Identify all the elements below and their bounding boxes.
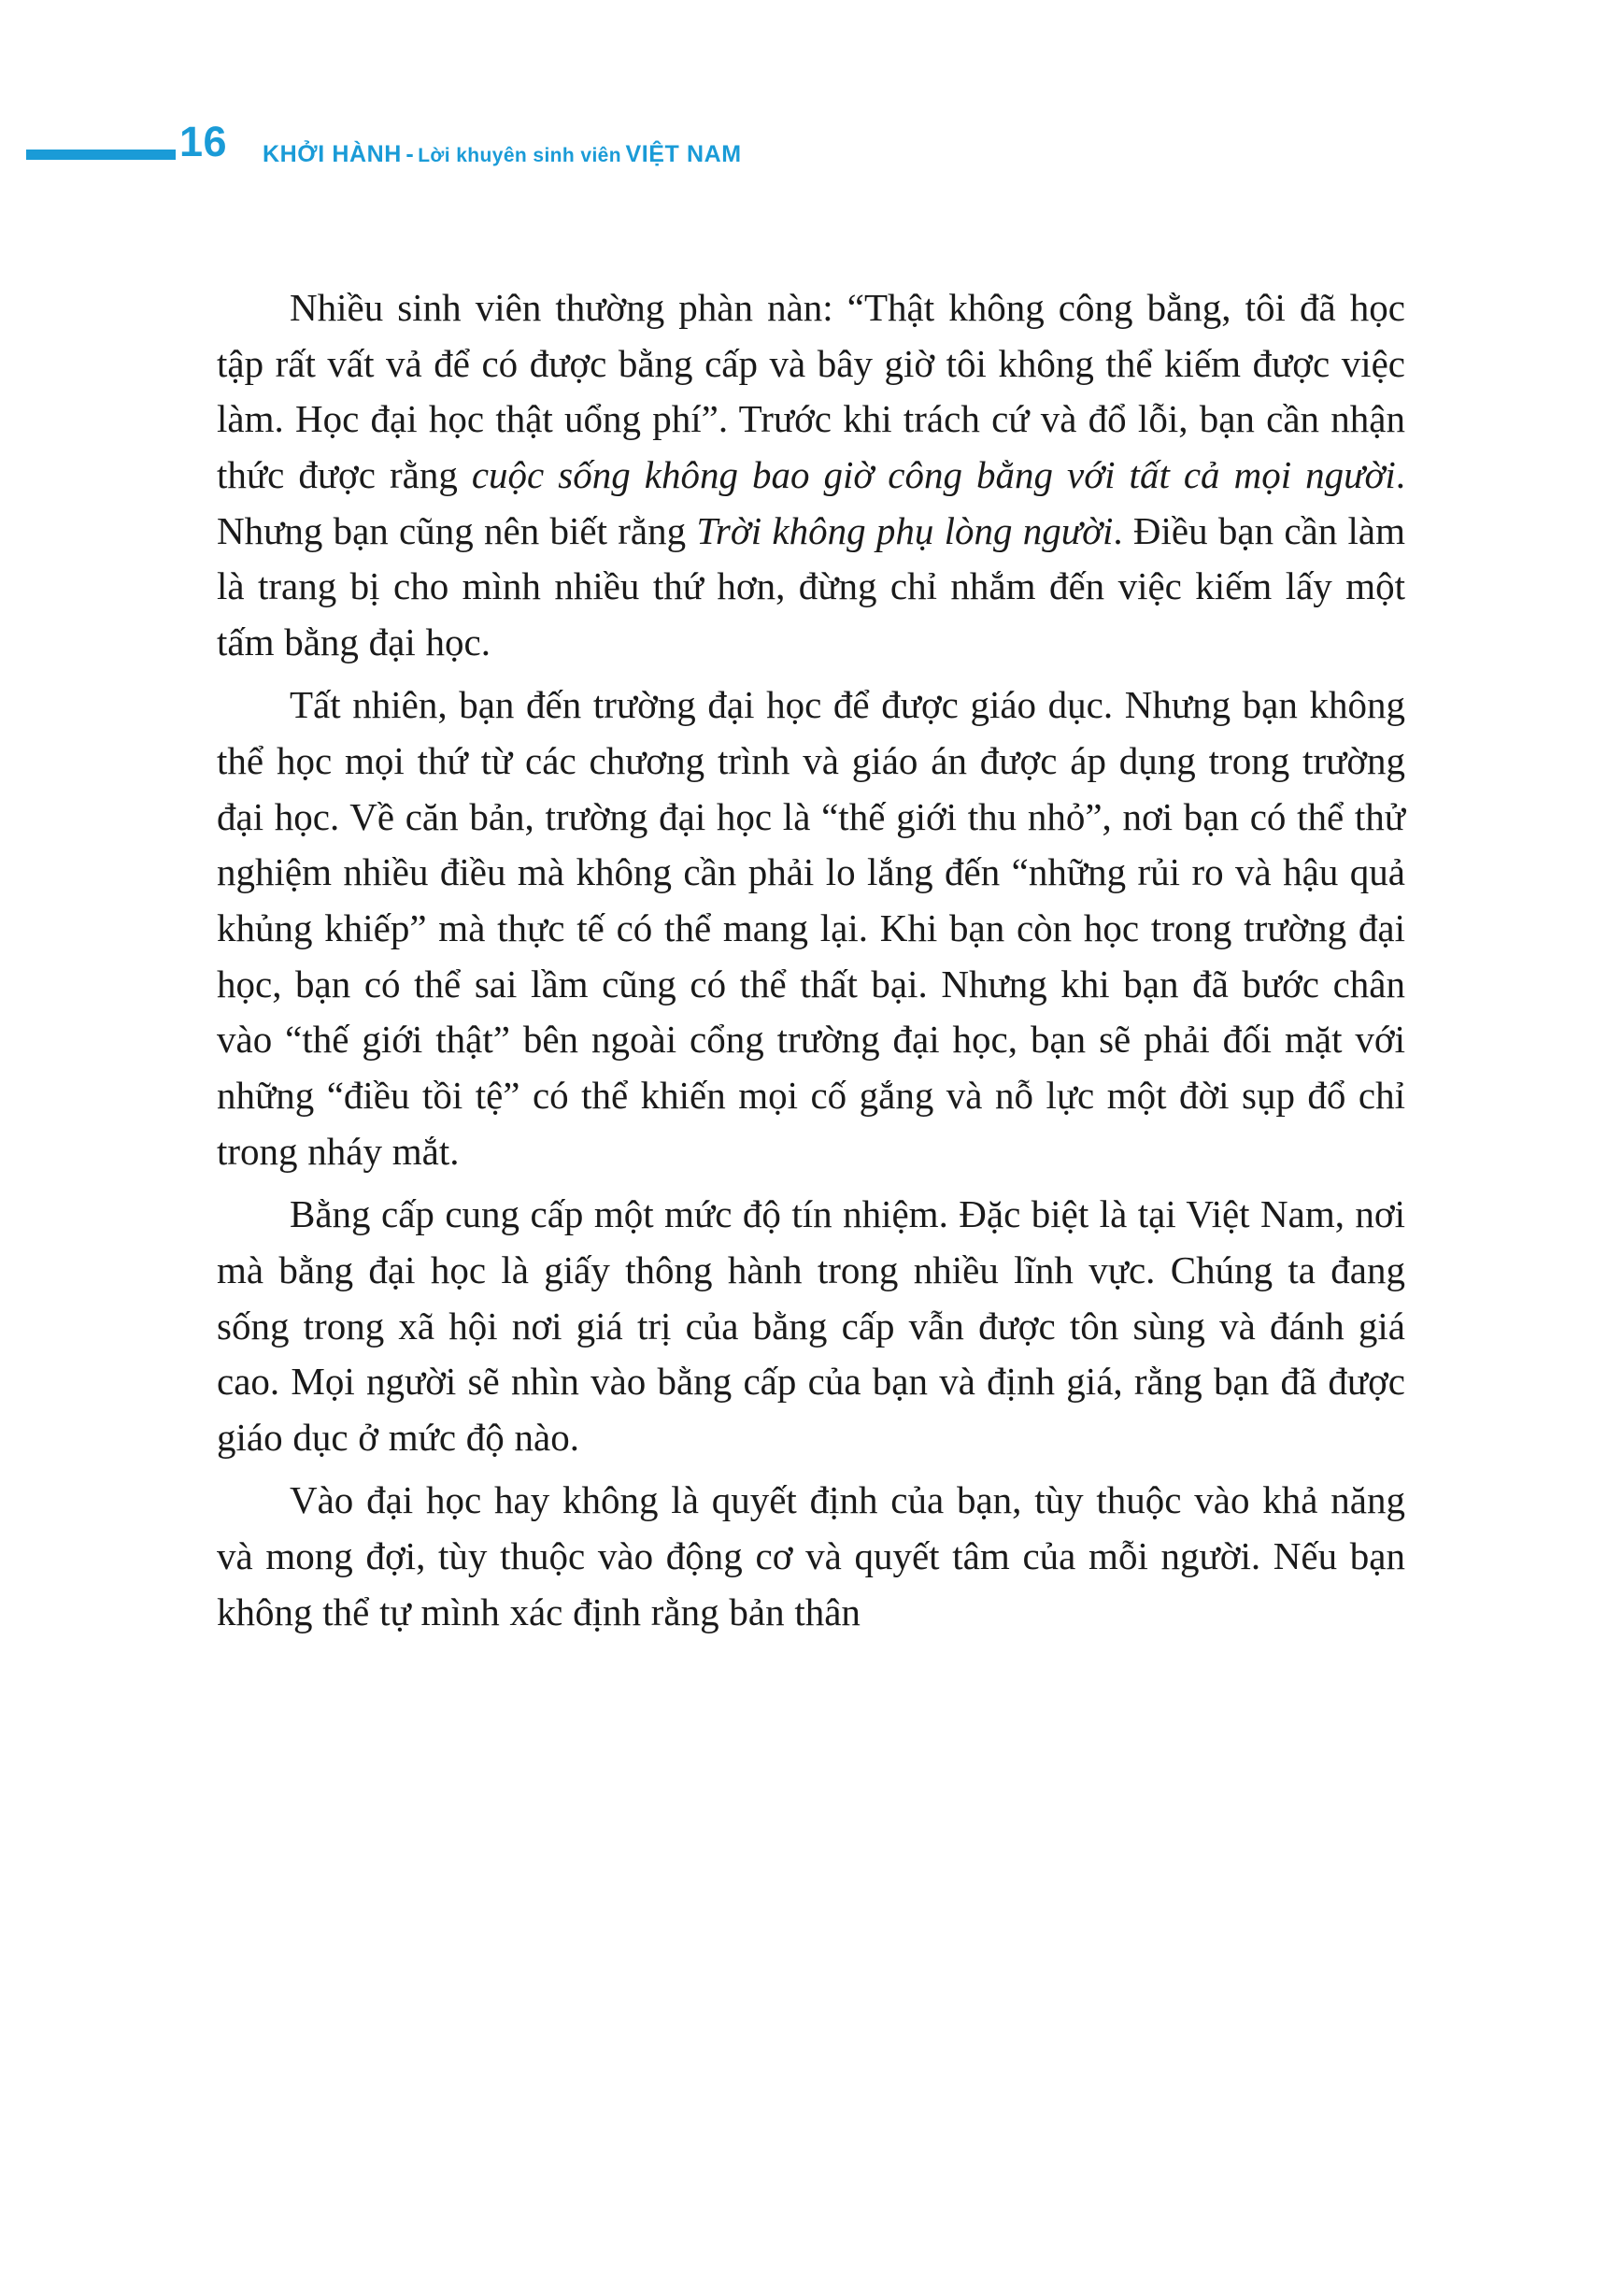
paragraph: Nhiều sinh viên thường phàn nàn: “Thật không công bằng, tôi đã học tập rất vất vả để có được bằng cấp và bây giờ tôi không thể kiếm được việc làm. Học đại học thật uổng phí”. Trước khi trách cứ và đổ lỗi, bạn cần nhận thức được rằng cuộc sống không bao giờ công bằng với tất cả mọi người. Nhưng bạn cũng nên biết rằng Trời không phụ lòng người. Điều bạn cần làm là trang bị cho mình nhiều thứ hơn, đừng chỉ nhắm đến việc kiếm lấy một tấm bằng đại học. [217, 286, 1405, 663]
paragraph: Tất nhiên, bạn đến trường đại học để được giáo dục. Nhưng bạn không thể học mọi thứ từ các chương trình và giáo án được áp dụng trong trường đại học. Về căn bản, trường đại học là “thế giới thu nhỏ”, nơi bạn có thể thử nghiệm nhiều điều mà không cần phải lo lắng đến “những rủi ro và hậu quả khủng khiếp” mà thực tế có thể mang lại. Khi bạn còn học trong trường đại học, bạn có thể sai lầm cũng có thể thất bại. Nhưng khi bạn đã bước chân vào “thế giới thật” bên ngoài cổng trường đại học, bạn sẽ phải đối mặt với những “điều tồi tệ” có thể khiến mọi cố gắng và nỗ lực một đời sụp đổ chỉ trong nháy mắt. [217, 683, 1405, 1173]
running-head-country: VIỆT NAM [625, 141, 742, 167]
running-head-title: KHỞI HÀNH [263, 141, 402, 167]
running-head [263, 141, 742, 168]
page-header [0, 112, 1622, 178]
emphasis-text: cuộc sống không bao giờ công bằng với tất cả mọi người [471, 452, 1396, 496]
emphasis-text: Trời không phụ lòng người [696, 508, 1114, 552]
header-accent-rule [26, 150, 176, 160]
page-number: 16 [179, 118, 228, 165]
running-head-separator: - [406, 141, 414, 167]
page-body [217, 280, 1405, 1640]
running-head-subtitle: Lời khuyên sinh viên [418, 145, 621, 166]
paragraph: Bằng cấp cung cấp một mức độ tín nhiệm. Đặc biệt là tại Việt Nam, nơi mà bằng đại học là giấy thông hành trong nhiều lĩnh vực. Chúng ta đang sống trong xã hội nơi giá trị của bằng cấp vẫn được tôn sùng và đánh giá cao. Mọi người sẽ nhìn vào bằng cấp của bạn và định giá, rằng bạn đã được giáo dục ở mức độ nào. [217, 1192, 1405, 1459]
paragraph: Vào đại học hay không là quyết định của bạn, tùy thuộc vào khả năng và mong đợi, tùy thuộc vào động cơ và quyết tâm của mỗi người. Nếu bạn không thể tự mình xác định rằng bản thân [217, 1478, 1405, 1633]
